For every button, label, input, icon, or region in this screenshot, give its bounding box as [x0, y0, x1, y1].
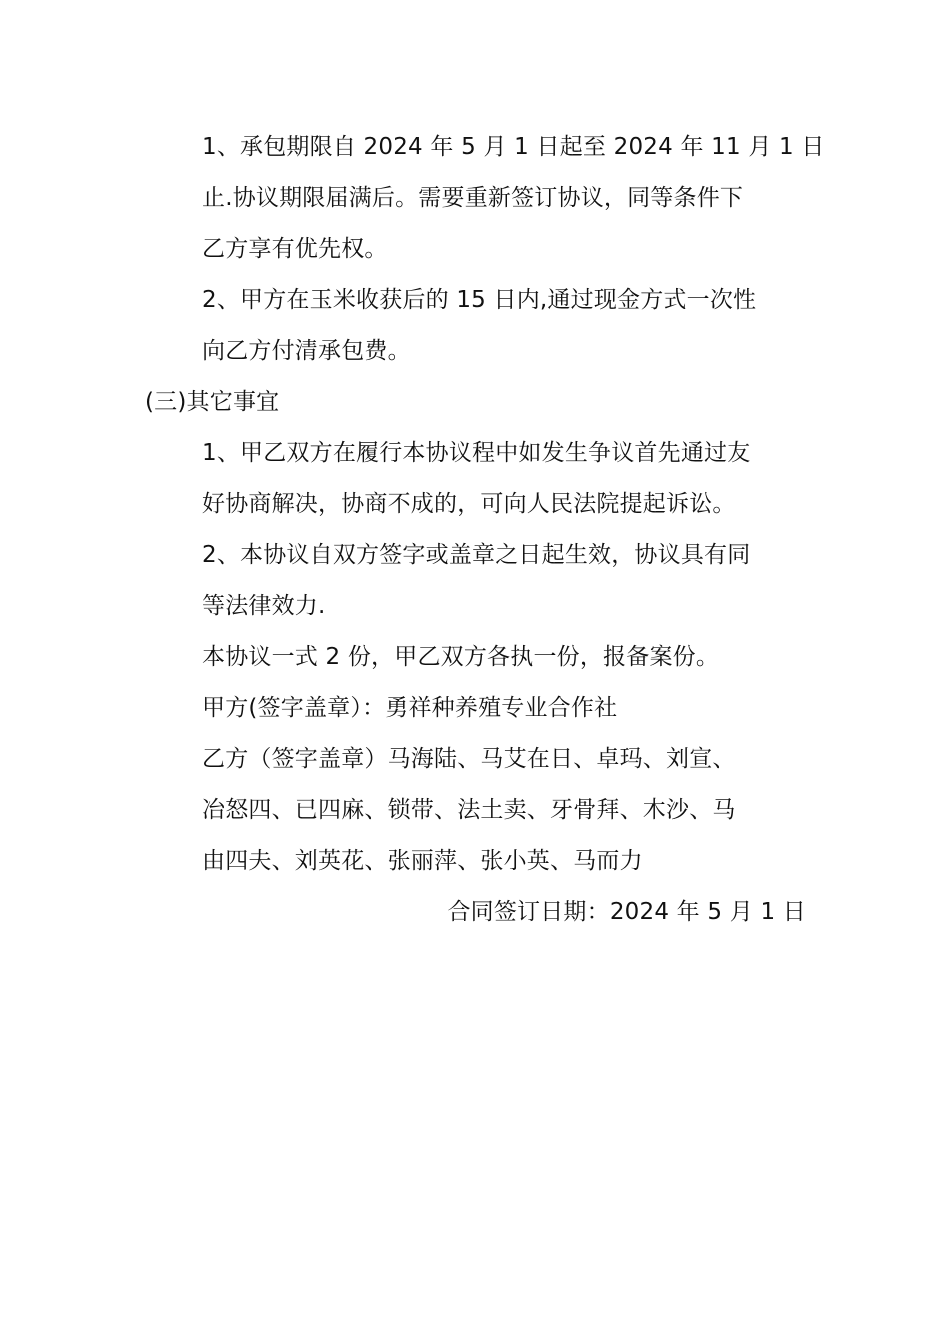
- section-heading-other-matters: (三)其它事宜: [145, 389, 280, 415]
- contract-signing-date: 合同签订日期：2024 年 5 月 1 日: [447, 899, 806, 925]
- party-a-signature: 甲方(签字盖章）：勇祥种养殖专业合作社: [202, 695, 618, 721]
- party-b-signature-line-1: 乙方（签字盖章）马海陆、马艾在日、卓玛、刘宣、: [202, 746, 736, 772]
- party-b-signature-line-2: 冶怒四、已四麻、锁带、法土卖、牙骨拜、木沙、马: [202, 797, 736, 823]
- clause-dispute-line-1: 1、甲乙双方在履行本协议程中如发生争议首先通过友: [202, 440, 751, 466]
- clause-payment-line-1: 2、甲方在玉米收获后的 15 日内,通过现金方式一次性: [202, 287, 757, 313]
- clause-effect-line-1: 2、本协议自双方签字或盖章之日起生效，协议具有同: [202, 542, 751, 568]
- clause-term-line-3: 乙方享有优先权。: [202, 236, 388, 262]
- clause-payment-line-2: 向乙方付清承包费。: [202, 338, 411, 364]
- document-body: [0, 122, 950, 938]
- clause-term-line-2: 止.协议期限届满后。需要重新签订协议，同等条件下: [202, 185, 744, 211]
- clause-dispute-line-2: 好协商解决，协商不成的，可向人民法院提起诉讼。: [202, 491, 736, 517]
- clause-effect-line-2: 等法律效力.: [202, 593, 326, 619]
- clause-term-line-1: 1、承包期限自 2024 年 5 月 1 日起至 2024 年 11 月 1 日: [202, 134, 825, 160]
- copies-statement: 本协议一式 2 份，甲乙双方各执一份，报备案份。: [202, 644, 720, 670]
- party-b-signature-line-3: 由四夫、刘英花、张丽萍、张小英、马而力: [202, 848, 643, 874]
